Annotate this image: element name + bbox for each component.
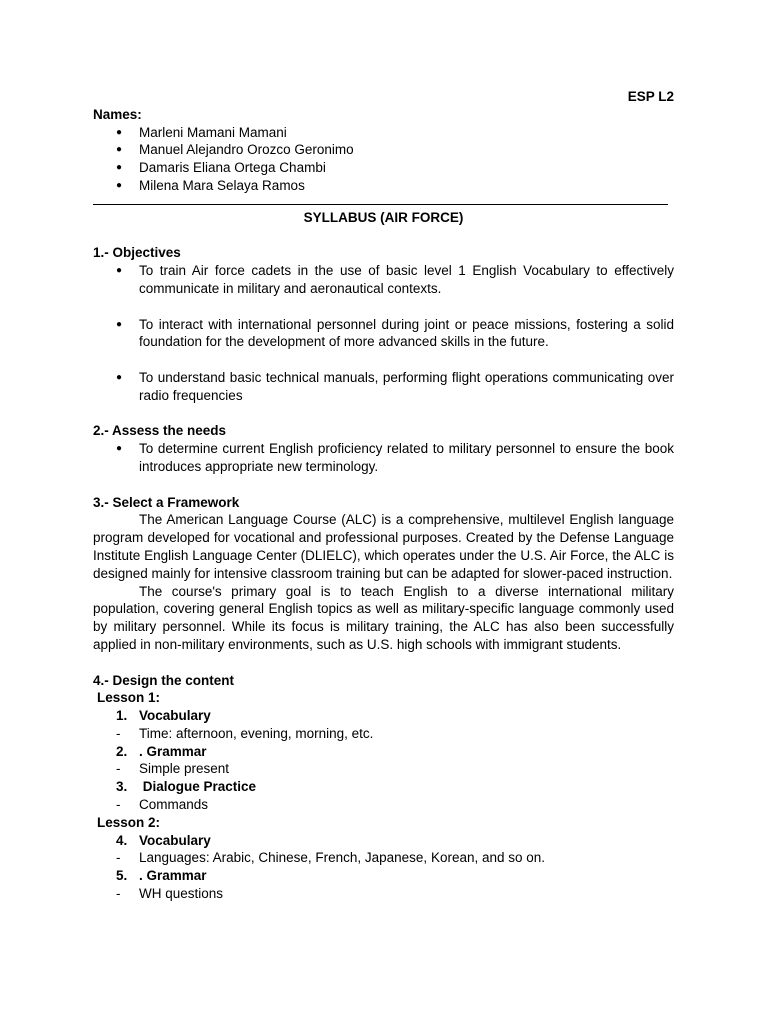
framework-paragraph: The American Language Course (ALC) is a comprehensive, multilevel English language program developed for vocational and professional purposes. Created by the Defense Language Institute English Language Center (DLIELC), which operates under the U.S. Air Force, the ALC is designed mainly for intensive classroom training but can be adapted for slower-paced instruction. <box>93 512 674 581</box>
framework-paragraph: The course's primary goal is to teach English to a diverse international military population, covering general English topics as well as military-specific language commonly used by military personnel. While its focus is military training, the ALC has also been successfully applied in non-military environments, such as U.S. high schools with immigrant students. <box>93 583 674 652</box>
list-item: ● To determine current English proficiency related to military personnel to ensure the book introduces appropriate new terminology. <box>93 440 674 476</box>
needs-list <box>93 440 674 476</box>
objectives-list <box>93 262 674 298</box>
list-item: ● Marleni Mamani Mamani <box>93 124 674 142</box>
lesson-1-label: Lesson 1: <box>97 690 161 706</box>
lesson-detail: - Simple present <box>116 761 230 777</box>
section-heading-framework: 3.- Select a Framework <box>93 494 240 510</box>
section-heading-objectives: 1.- Objectives <box>93 245 181 261</box>
list-item: ● To understand basic technical manuals, performing flight operations communicating over radio frequencies <box>93 369 674 405</box>
document-body <box>93 88 674 903</box>
list-item: ● Milena Mara Selaya Ramos <box>93 177 674 195</box>
lesson-detail: - Time: afternoon, evening, morning, etc. <box>116 725 374 741</box>
lesson-item: 5. . Grammar <box>116 868 207 884</box>
list-item: ● Manuel Alejandro Orozco Geronimo <box>93 141 674 159</box>
names-list <box>93 124 674 195</box>
list-item: ● To train Air force cadets in the use of basic level 1 English Vocabulary to effectively communicate in military and aeronautical contexts. <box>93 262 674 298</box>
lesson-item: 2. . Grammar <box>116 743 207 759</box>
lesson-item: 4. Vocabulary <box>116 832 211 848</box>
list-item: ● To interact with international personnel during joint or peace missions, fostering a solid foundation for the development of more advanced skills in the future. <box>93 316 674 352</box>
horizontal-rule <box>93 204 668 205</box>
lesson-2-label: Lesson 2: <box>97 814 161 830</box>
section-heading-needs: 2.- Assess the needs <box>93 423 227 439</box>
page-title: SYLLABUS (AIR FORCE) <box>303 209 464 225</box>
course-code: ESP L2 <box>627 89 674 104</box>
lesson-detail: - WH questions <box>116 886 224 902</box>
list-item: ● Damaris Eliana Ortega Chambi <box>93 159 674 177</box>
section-heading-content: 4.- Design the content <box>93 672 235 688</box>
lesson-detail: - Languages: Arabic, Chinese, French, Japanese, Korean, and so on. <box>116 850 546 866</box>
names-label: Names: <box>93 106 142 122</box>
lesson-item: 3. Dialogue Practice <box>116 779 257 795</box>
lesson-detail: - Commands <box>116 797 209 813</box>
lesson-item: 1. Vocabulary <box>116 708 211 724</box>
